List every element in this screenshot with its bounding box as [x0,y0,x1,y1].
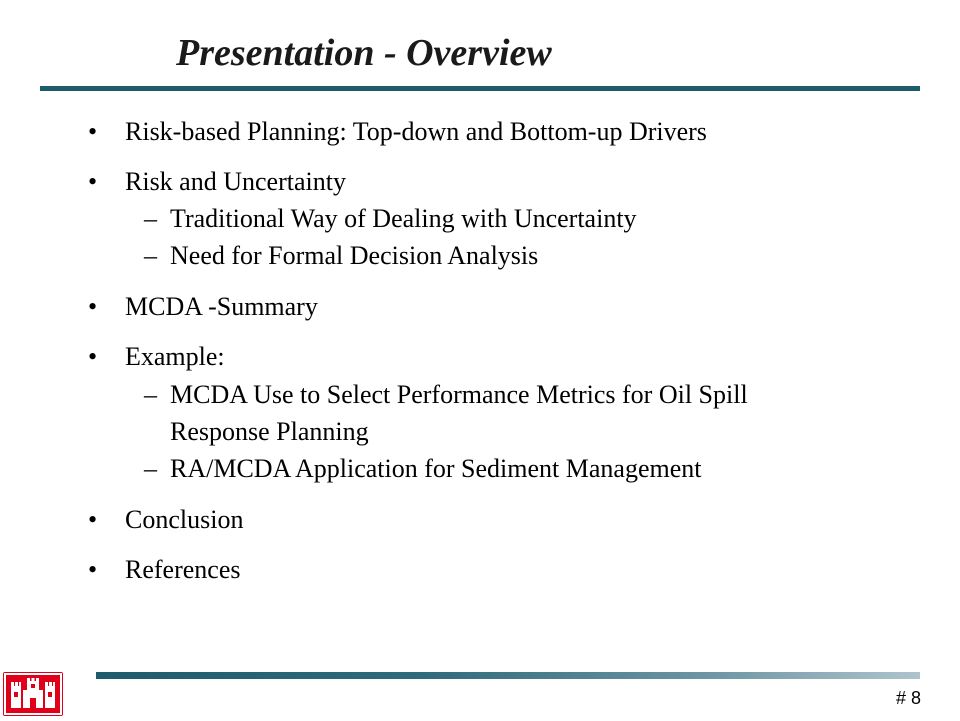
sub-item-continuation: Response Planning [170,417,369,446]
bullet-icon: • [88,167,98,196]
bullet-item [88,292,318,322]
sub-item-text: Need for Formal Decision Analysis [170,241,539,270]
sub-item [144,241,538,271]
sub-item [144,380,748,410]
sub-item [144,454,702,484]
footer-divider [96,672,920,679]
sub-item-text: Traditional Way of Dealing with Uncertainty [170,204,637,233]
bullet-icon: • [88,505,98,534]
bullet-text: References [125,555,241,584]
bullet-text: Risk-based Planning: Top-down and Bottom-up Drivers [125,117,707,146]
sub-item [144,204,637,234]
bullet-icon: • [88,117,98,146]
bullet-item [88,342,225,372]
bullet-text: MCDA -Summary [125,292,318,321]
slide-title: Presentation - Overview [176,32,552,74]
page-number: # 8 [896,688,922,708]
dash-icon: – [144,241,157,270]
bullet-text: Risk and Uncertainty [125,167,346,196]
sub-item-text: RA/MCDA Application for Sediment Management [170,454,702,483]
bullet-icon: • [88,555,98,584]
castle-logo-graphic [3,672,63,716]
castle-icon [3,672,63,716]
bullet-text: Conclusion [125,505,244,534]
dash-icon: – [144,454,157,483]
bullet-item [88,167,346,197]
bullet-item [88,505,243,535]
dash-icon: – [144,380,157,409]
sub-item-text: MCDA Use to Select Performance Metrics for Oil Spill [170,380,748,409]
bullet-text: Example: [125,342,225,371]
dash-icon: – [144,204,157,233]
bullet-icon: • [88,342,98,371]
bullet-item [88,555,240,585]
bullet-item [88,117,707,147]
bullet-icon: • [88,292,98,321]
